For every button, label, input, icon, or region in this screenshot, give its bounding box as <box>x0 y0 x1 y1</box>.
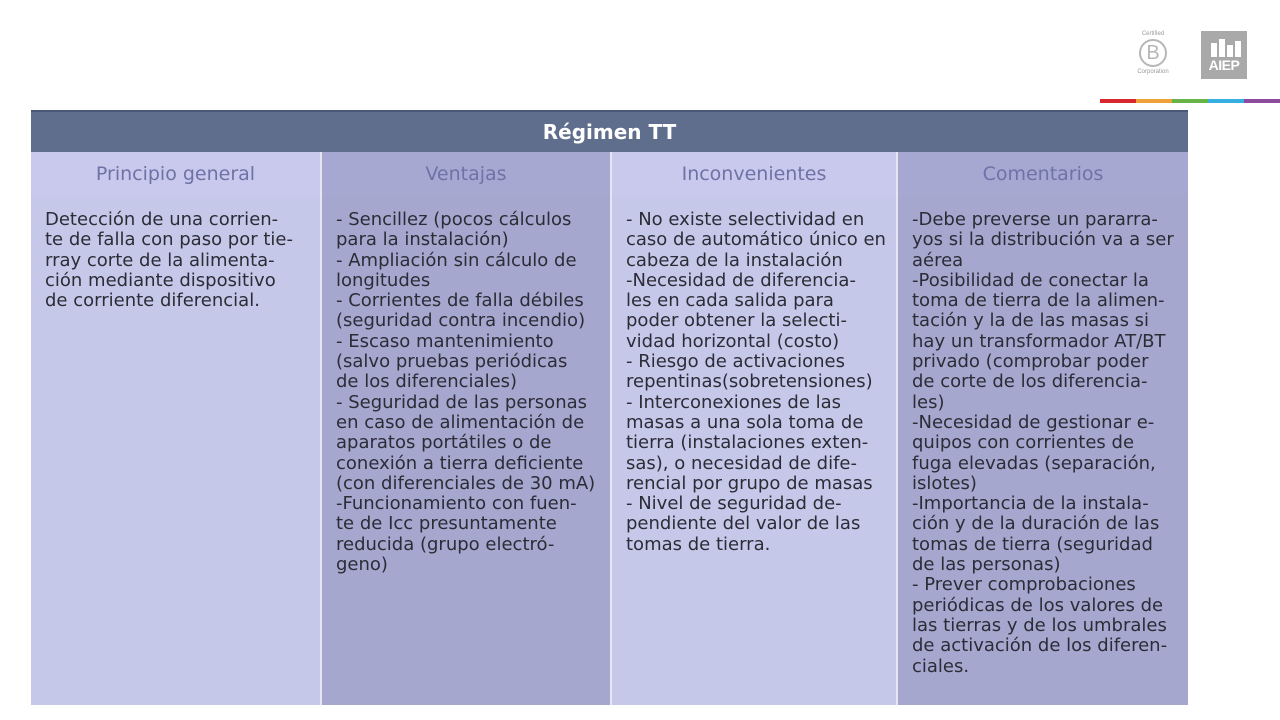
cell-text-line: - Ampliación sin cálculo de <box>336 249 577 271</box>
cell-text-line: aérea <box>912 249 964 271</box>
cell-text-line: - Riesgo de activaciones <box>626 351 845 373</box>
cell-text-line: -Funcionamiento con fuen- <box>336 493 577 515</box>
cell-text-line: repentinas(sobretensiones) <box>626 371 873 393</box>
aiep-logo <box>1201 31 1247 79</box>
regimen-tt-table <box>31 110 1188 705</box>
column-comentarios <box>898 152 1188 705</box>
stripe-blue <box>1208 99 1244 103</box>
cell-text-line: de las personas) <box>912 554 1061 576</box>
cell-text-line: quipos con corrientes de <box>912 432 1135 454</box>
cell-text-line: ción y de la duración de las <box>912 513 1160 535</box>
cell-text-line: - Prever comprobaciones <box>912 574 1136 596</box>
cell-text-line: -Posibilidad de conectar la <box>912 269 1149 291</box>
column-inconvenientes <box>612 152 898 705</box>
stripe-green <box>1172 99 1208 103</box>
column-header: Inconvenientes <box>612 152 896 196</box>
stripe-red <box>1100 99 1136 103</box>
column-body <box>322 196 610 575</box>
cell-text-line: cabeza de la instalación <box>626 249 843 271</box>
cell-text-line: -Debe preverse un pararra- <box>912 209 1158 230</box>
column-header: Comentarios <box>898 152 1188 196</box>
cell-text-line: -Necesidad de gestionar e- <box>912 411 1155 433</box>
cell-text-line: de corte de los diferencia- <box>912 371 1148 393</box>
cell-text-line: tomas de tierra. <box>626 533 771 555</box>
column-principio-general <box>31 152 322 705</box>
cell-text-line: caso de automático único en <box>626 229 886 251</box>
bcorp-b-icon: B <box>1139 39 1167 67</box>
cell-text-line: tomas de tierra (seguridad <box>912 533 1153 555</box>
table-title: Régimen TT <box>31 110 1188 152</box>
aiep-logo-text: AIEP <box>1208 57 1240 73</box>
cell-text-line: rray corte de la alimenta- <box>45 249 275 271</box>
cell-text-line: - Escaso mantenimiento <box>336 330 554 352</box>
cell-text-line: hay un transformador AT/BT <box>912 330 1166 352</box>
cell-text-line: conexión a tierra deficiente <box>336 452 584 474</box>
cell-text-line: en caso de alimentación de <box>336 411 585 433</box>
stripe-purple <box>1244 99 1280 103</box>
column-body <box>898 196 1188 677</box>
column-body <box>31 196 320 311</box>
cell-text-line: -Importancia de la instala- <box>912 493 1149 515</box>
bcorp-bottom-label: Corporation <box>1137 69 1169 75</box>
cell-text-line: islotes) <box>912 472 977 494</box>
stripe-orange <box>1136 99 1172 103</box>
cell-text-line: ciales. <box>912 655 970 677</box>
cell-text-line: periódicas de los valores de <box>912 594 1164 616</box>
cell-text-line: - Sencillez (pocos cálculos <box>336 209 572 230</box>
cell-text-line: de los diferenciales) <box>336 371 518 393</box>
cell-text-line: te de falla con paso por tie- <box>45 229 293 251</box>
cell-text-line: sas), o necesidad de dife- <box>626 452 857 474</box>
cell-text-line: (con diferenciales de 30 mA) <box>336 472 596 494</box>
cell-text-line: -Necesidad de diferencia- <box>626 269 856 291</box>
cell-text-line: (salvo pruebas periódicas <box>336 351 568 373</box>
cell-text-line: rencial por grupo de masas <box>626 472 873 494</box>
aiep-bars-icon <box>1211 39 1241 57</box>
cell-text-line: poder obtener la selecti- <box>626 310 847 332</box>
cell-text-line: de corriente diferencial. <box>45 290 260 312</box>
cell-text-line: privado (comprobar poder <box>912 351 1149 373</box>
cell-text-line: ción mediante dispositivo <box>45 269 276 291</box>
cell-text-line: les) <box>912 391 945 413</box>
bcorp-logo <box>1131 30 1175 82</box>
cell-text-line: Detección de una corrien- <box>45 209 279 230</box>
cell-text-line: toma de tierra de la alimen- <box>912 290 1165 312</box>
cell-text-line: longitudes <box>336 269 431 291</box>
brand-color-stripe <box>1100 99 1280 103</box>
cell-text-line: - No existe selectividad en <box>626 209 865 230</box>
cell-text-line: reducida (grupo electró- <box>336 533 555 555</box>
cell-text-line: aparatos portátiles o de <box>336 432 552 454</box>
column-header: Principio general <box>31 152 320 196</box>
column-ventajas <box>322 152 612 705</box>
cell-text-line: tierra (instalaciones exten- <box>626 432 869 454</box>
cell-text-line: vidad horizontal (costo) <box>626 330 840 352</box>
cell-text-line: fuga elevadas (separación, <box>912 452 1156 474</box>
cell-text-line: masas a una sola toma de <box>626 411 864 433</box>
cell-text-line: (seguridad contra incendio) <box>336 310 586 332</box>
cell-text-line: geno) <box>336 554 388 576</box>
cell-text-line: pendiente del valor de las <box>626 513 861 535</box>
column-header: Ventajas <box>322 152 610 196</box>
cell-text-line: de activación de los diferen- <box>912 635 1168 657</box>
cell-text-line: las tierras y de los umbrales <box>912 614 1167 636</box>
cell-text-line: - Seguridad de las personas <box>336 391 588 413</box>
cell-text-line: yos si la distribución va a ser <box>912 229 1174 251</box>
cell-text-line: te de Icc presuntamente <box>336 513 557 535</box>
cell-text-line: - Corrientes de falla débiles <box>336 290 584 312</box>
bcorp-top-label: Certified <box>1141 31 1165 37</box>
cell-text-line: - Nivel de seguridad de- <box>626 493 842 515</box>
cell-text-line: les en cada salida para <box>626 290 834 312</box>
cell-text-line: - Interconexiones de las <box>626 391 842 413</box>
cell-text-line: tación y la de las masas si <box>912 310 1150 332</box>
cell-text-line: para la instalación) <box>336 229 509 251</box>
column-body <box>612 196 896 555</box>
